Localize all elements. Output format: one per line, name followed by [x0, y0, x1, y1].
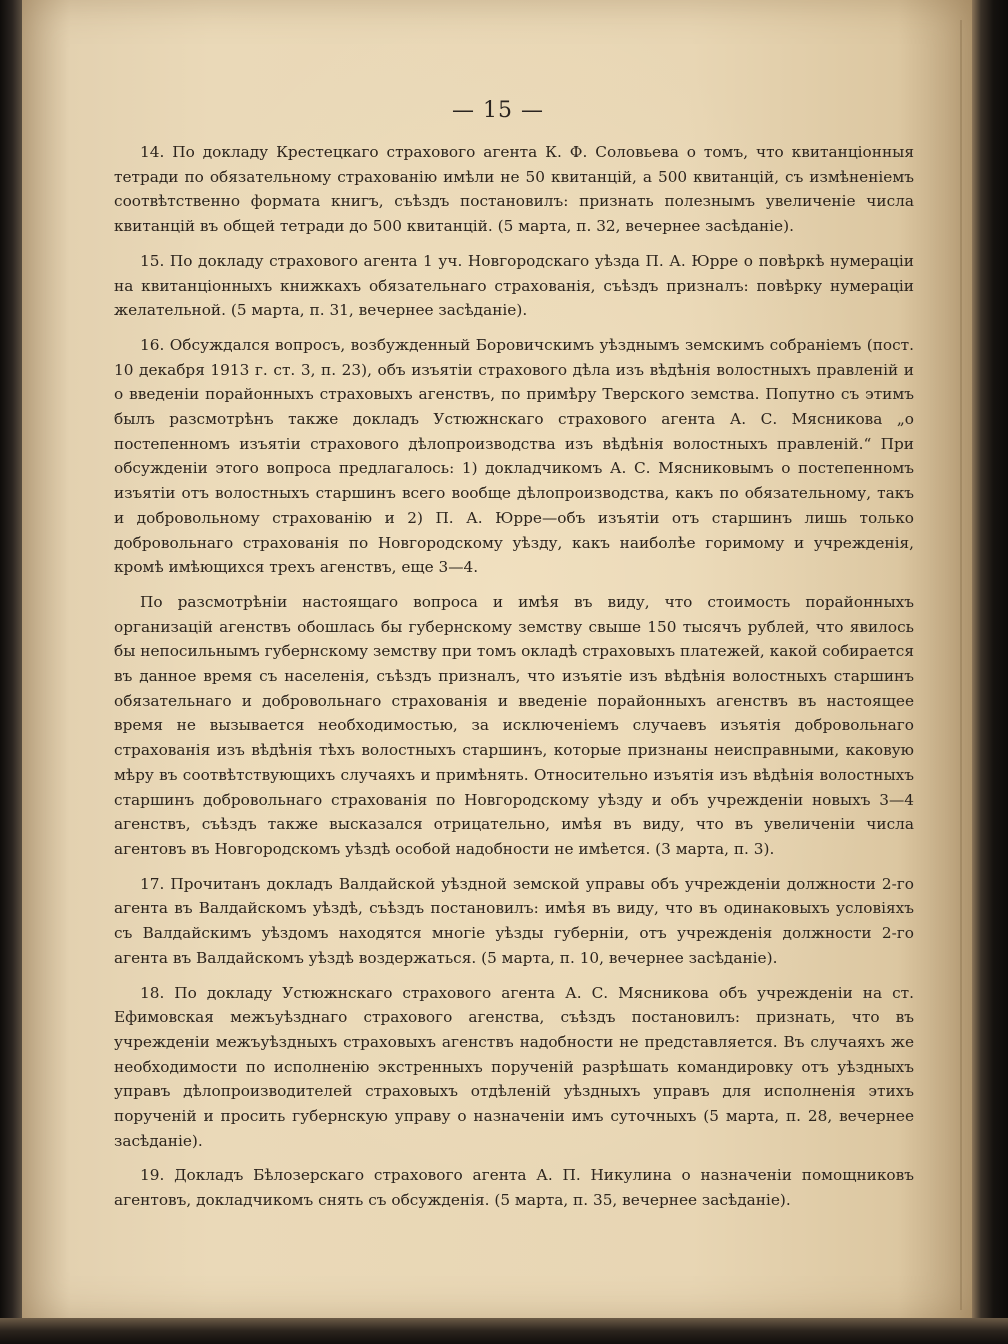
paragraph-14: 14. По докладу Крестецкаго страхового агента К. Ф. Соловьева о томъ, что квитанціонныя тетради по обязательному страхованію имѣли не 50 квитанцій, а 500 квитанцій, съ измѣненіемъ соотвѣтственно формата книгъ, съѣздъ постановилъ: признать полезнымъ увеличеніе числа квитанцій въ общей тетради до 500 квитанцій. (5 марта, п. 32, вечернее засѣданіе).	[114, 143, 914, 236]
paper-sheet	[22, 0, 974, 1320]
bottom-shadow-edge	[0, 1318, 1008, 1344]
page-number: — 15 —	[452, 98, 544, 123]
paragraph-16: 16. Обсуждался вопросъ, возбужденный Боровичскимъ уѣзднымъ земскимъ собраніемъ (пост. 10 декабря 1913 г. ст. 3, п. 23), объ изъятіи страхового дѣла изъ вѣдѣнія волостныхъ правленій и о введеніи порайонныхъ страховыхъ агенствъ, по примѣру Тверского земства. Попутно съ этимъ былъ разсмотрѣнъ также докладъ Устюжнскаго страхового агента А. С. Мясникова „о постепенномъ изъятіи страхового дѣлопроизводства изъ вѣдѣнія волостныхъ правленій.“ При обсужденіи этого вопроса предлагалось: 1) докладчикомъ А. С. Мясниковымъ о постепенномъ изъятіи отъ волостныхъ старшинъ всего вообще дѣлопроизводства, какъ по обязательному, такъ и добровольному страхованію и 2) П. А. Юрре—объ изъятіи отъ старшинъ лишь только добровольнаго страхованія по Новгородскому уѣзду, какъ наиболѣе горимому и учрежденія, кромѣ имѣющихся трехъ агенствъ, еще 3—4.	[114, 335, 914, 577]
paragraph-16-resolution: По разсмотрѣніи настоящаго вопроса и имѣя въ виду, что стоимость порайонныхъ организацій агенствъ обошлась бы губернскому земству свыше 150 тысячъ рублей, что явилось бы непосильнымъ губернскому земству при томъ окладѣ страховыхъ платежей, какой собирается въ данное время съ населенія, съѣздъ призналъ, что изъятіе изъ вѣдѣнія волостныхъ старшинъ обязательнаго и добровольнаго страхованія и введеніе порайонныхъ агенствъ въ настоящее время не вызывается необходимостью, за исключеніемъ случаевъ изъятія добровольнаго страхованія изъ вѣдѣнія тѣхъ волостныхъ старшинъ, которые признаны неисправными, каковую мѣру въ соотвѣтствующихъ случаяхъ и примѣнять. Относительно изъятія изъ вѣдѣнія волостныхъ старшинъ добровольнаго страхованія по Новгородскому уѣзду и объ учрежденіи новыхъ 3—4 агенствъ, съѣздъ также высказался отрицательно, имѣя въ виду, что въ увеличеніи числа агентовъ въ Новгородскомъ уѣздѣ особой надобности не имѣется. (3 марта, п. 3).	[114, 592, 914, 858]
book-spine-shadow	[0, 0, 22, 1344]
paragraph-19: 19. Докладъ Бѣлозерскаго страхового агента А. П. Никулина о назначеніи помощниковъ агентовъ, докладчикомъ снять съ обсужденія. (5 марта, п. 35, вечернее засѣданіе).	[114, 1166, 914, 1210]
page-body	[114, 140, 914, 1223]
paragraph-18: 18. По докладу Устюжнскаго страхового агента А. С. Мясникова объ учрежденіи на ст. Ефимовская межъуѣзднаго страхового агенства, съѣздъ постановилъ: признать, что въ учрежденіи межъуѣздныхъ страховыхъ агенствъ надобности не представляется. Въ случаяхъ же необходимости по исполненію экстренныхъ порученій разрѣшать командировку отъ уѣздныхъ управъ дѣлопроизводителей страховыхъ отдѣленій уѣздныхъ управъ для исполненія этихъ порученій и просить губернскую управу о назначеніи имъ суточныхъ (5 марта, п. 28, вечернее засѣданіе).	[114, 983, 914, 1150]
paragraph-17: 17. Прочитанъ докладъ Валдайской уѣздной земской управы объ учрежденіи должности 2-го агента въ Валдайскомъ уѣздѣ, съѣздъ постановилъ: имѣя въ виду, что въ одинаковыхъ условіяхъ съ Валдайскимъ уѣздомъ находятся многіе уѣзды губерніи, отъ учрежденія должности 2-го агента въ Валдайскомъ уѣздѣ воздержаться. (5 марта, п. 10, вечернее засѣданіе).	[114, 874, 914, 967]
book-cover-edge	[972, 0, 1008, 1344]
paragraph-15: 15. По докладу страхового агента 1 уч. Новгородскаго уѣзда П. А. Юрре о повѣркѣ нумераціи на квитанціонныхъ книжкахъ обязательнаго страхованія, съѣздъ призналъ: повѣрку нумераціи желательной. (5 марта, п. 31, вечернее засѣданіе).	[114, 251, 914, 320]
page-edge-line	[960, 20, 962, 1310]
